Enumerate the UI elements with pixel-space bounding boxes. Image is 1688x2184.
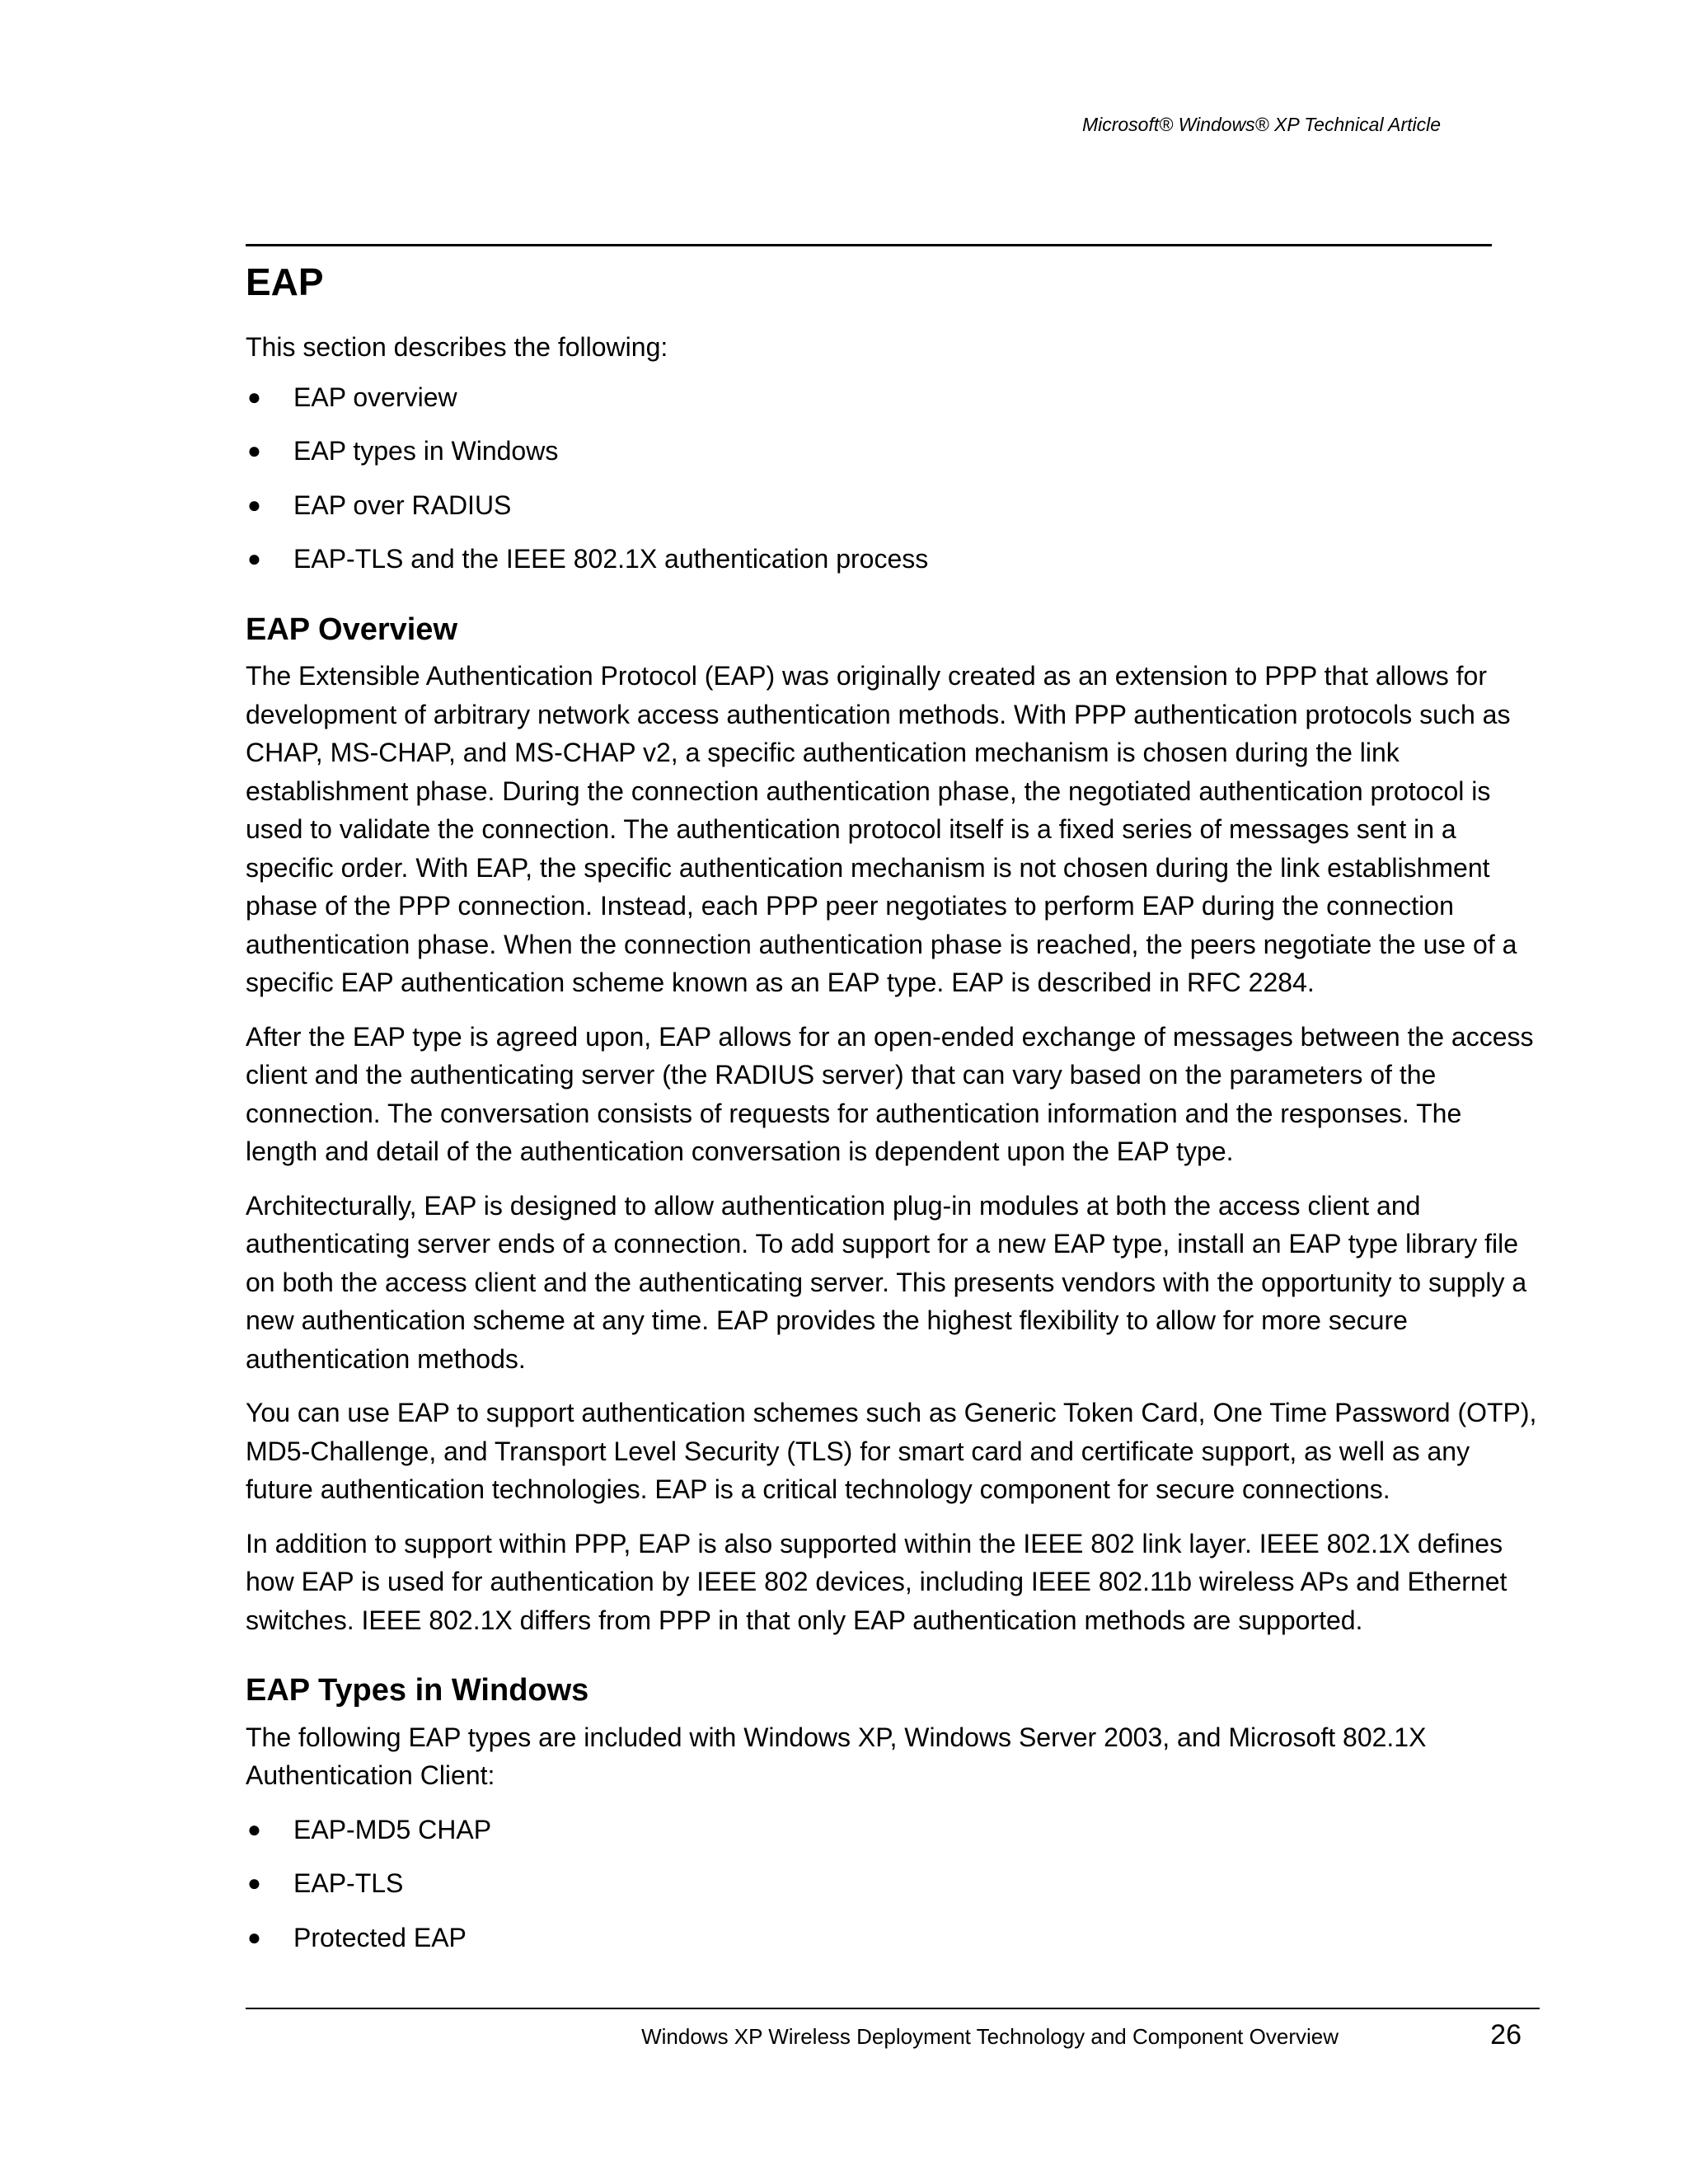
types-heading: EAP Types in Windows [246,1673,589,1708]
overview-heading: EAP Overview [246,612,458,647]
bullet-icon: ● [247,491,261,518]
eap-types-list [246,1811,1540,1957]
list-item [246,486,1540,525]
overview-paragraph: You can use EAP to support authentication schemes such as Generic Token Card, One Time Password (OTP), MD5-Challenge, and Transport Level Security (TLS) for smart card and certificate support, as well as any future authentication technologies. EAP is a critical technology component for secure connections. [246,1398,1537,1505]
list-item-text: EAP types in Windows [293,436,559,466]
list-item [246,378,1540,417]
overview-paragraph: In addition to support within PPP, EAP is also supported within the IEEE 802 link layer. IEEE 802.1X defines how EAP is used for authentication by IEEE 802 devices, including IEEE 802.11b wireless APs and Ethernet switches. IEEE 802.1X differs from PPP in that only EAP authentication methods are supported. [246,1528,1507,1635]
top-divider [246,244,1492,246]
page-body [246,244,1540,1972]
types-intro: The following EAP types are included with Windows XP, Windows Server 2003, and Microsoft 802.1X Authentication Client: [246,1722,1427,1791]
list-item-text: EAP-TLS and the IEEE 802.1X authentication process [293,544,929,574]
overview-paragraph: Architecturally, EAP is designed to allow authentication plug-in modules at both the access client and authenticating server ends of a connection. To add support for a new EAP type, install an EAP type library file on both the access client and the authenticating server. This presents vendors with the opportunity to supply a new authentication scheme at any time. EAP provides the highest flexibility to allow for more secure authentication methods. [246,1190,1527,1374]
list-item-text: EAP over RADIUS [293,490,512,520]
bullet-icon: ● [247,438,261,464]
overview-paragraph: After the EAP type is agreed upon, EAP allows for an open-ended exchange of messages between the access client and the authenticating server (the RADIUS server) that can vary based on the parameters of the connection. The conversation consists of requests for authentication information and the responses. The length and detail of the authentication conversation is dependent upon the EAP type. [246,1021,1534,1167]
list-item [246,1919,1540,1957]
section-intro: This section describes the following: [246,332,668,363]
list-item-text: EAP overview [293,382,457,412]
bullet-icon: ● [247,1870,261,1896]
list-item-text: EAP-MD5 CHAP [293,1814,492,1844]
footer-document-title: Windows XP Wireless Deployment Technology and Component Overview [641,2024,1339,2049]
running-header: Microsoft® Windows® XP Technical Article [1081,114,1441,135]
list-item [246,540,1540,579]
overview-paragraph: The Extensible Authentication Protocol (EAP) was originally created as an extension to PPP that allows for development of arbitrary network access authentication methods. With PPP authentication protocols such as CHAP, MS-CHAP, and MS-CHAP v2, a specific authentication mechanism is chosen during the link establishment phase. During the connection authentication phase, the negotiated authentication protocol is used to validate the connection. The authentication protocol itself is a fixed series of messages sent in a specific order. With EAP, the specific authentication mechanism is not chosen during the link establishment phase of the PPP connection. Instead, each PPP peer negotiates to perform EAP during the connection authentication phase. When the connection authentication phase is reached, the peers negotiate the use of a specific EAP authentication scheme known as an EAP type. EAP is described in RFC 2284. [246,661,1517,998]
bullet-icon: ● [247,546,261,572]
footer-divider [246,2008,1540,2009]
section-topic-list [246,378,1540,579]
list-item-text: EAP-TLS [293,1868,404,1899]
section-title: EAP [246,260,324,303]
list-item [246,1811,1540,1849]
list-item-text: Protected EAP [293,1922,467,1952]
bullet-icon: ● [247,1924,261,1950]
list-item [246,1864,1540,1903]
page-number: 26 [1490,2019,1522,2050]
bullet-icon: ● [247,383,261,410]
list-item [246,432,1540,471]
bullet-icon: ● [247,1816,261,1842]
